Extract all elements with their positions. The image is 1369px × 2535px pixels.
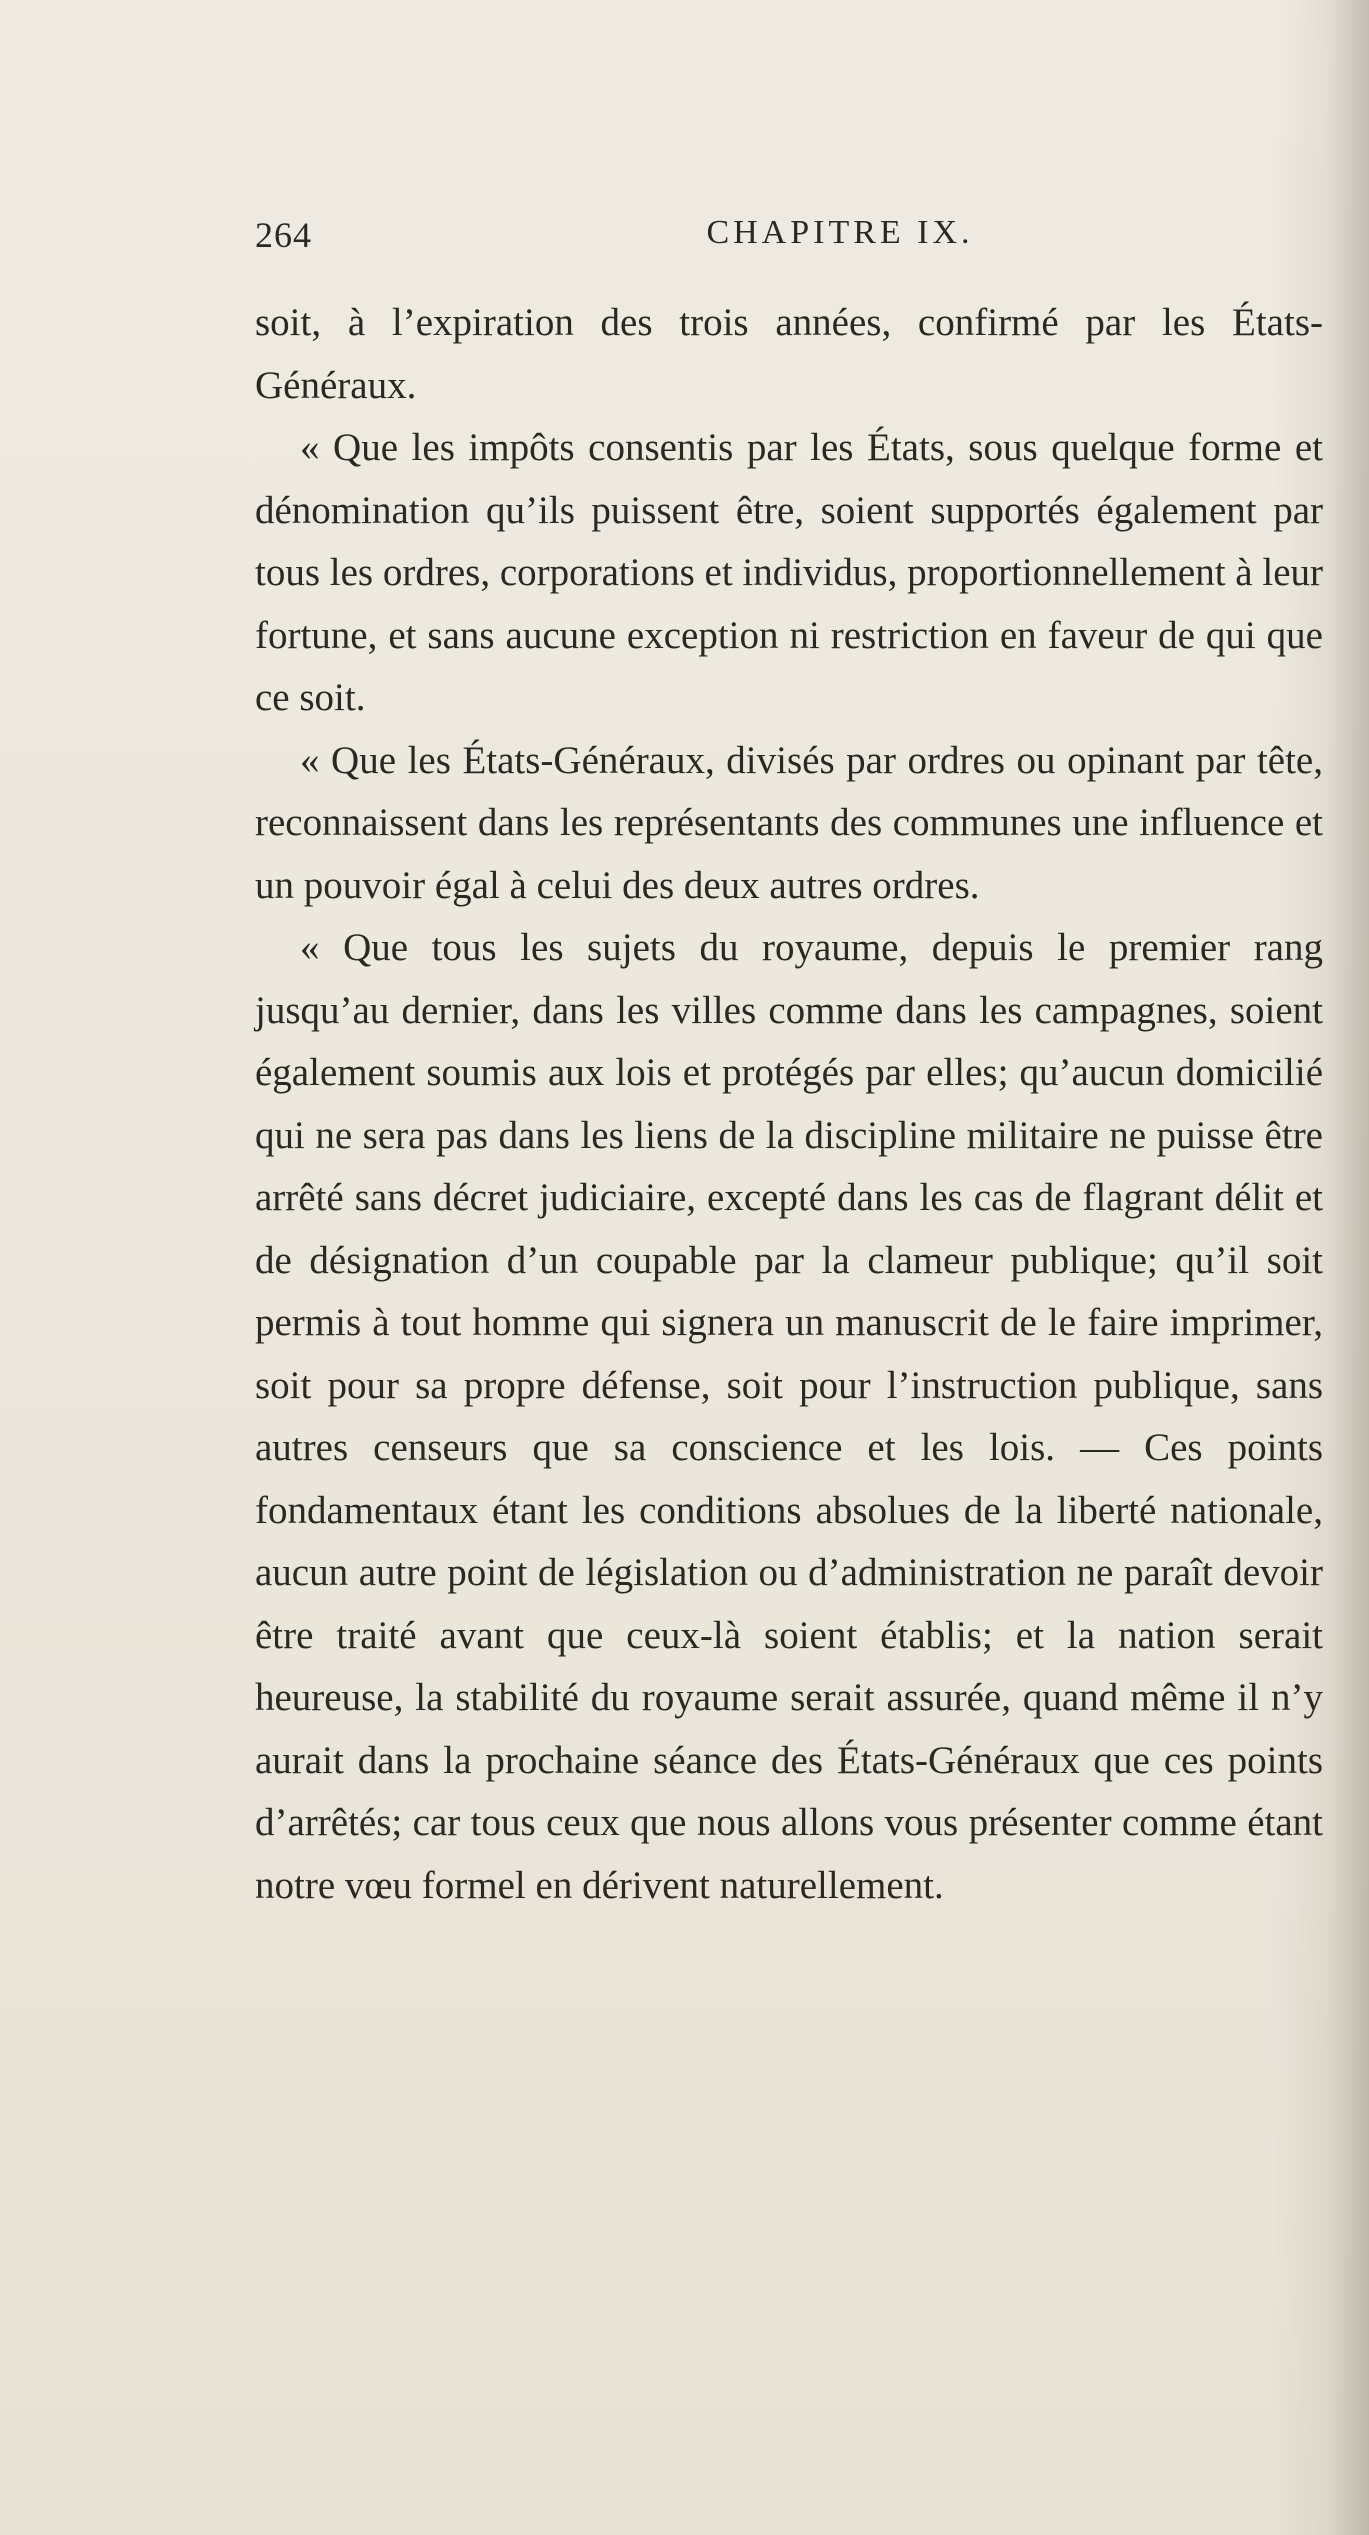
paragraph-sujets-du-royaume: « Que tous les sujets du royaume, depuis le premier rang jusqu’au dernier, dans les villes comme dans les campagnes, soient également soumis aux lois et protégés par elles; qu’aucun domicilié qui ne sera pas dans les liens de la discipline militaire ne puisse être arrêté sans décret judiciaire, excepté dans les cas de flagrant délit et de désignation d’un coupable par la clameur publique; qu’il soit permis à tout homme qui signera un manuscrit de le faire imprimer, soit pour sa propre défense, soit pour l’instruction publique, sans autres censeurs que sa conscience et les lois. — Ces points fondamentaux étant les conditions absolues de la liberté nationale, aucun autre point de législation ou d’administration ne paraît devoir être traité avant que ceux-là soient établis; et la nation serait heureuse, la stabilité du royaume serait assurée, quand même il n’y aurait dans la prochaine séance des États-Généraux que ces points d’arrêtés; car tous ceux que nous allons vous présenter comme étant notre vœu formel en dérivent naturellement. xyxy=(255,926,1323,1907)
paragraph-taxes: « Que les impôts consentis par les États, sous quelque forme et dénomination qu’ils puissent être, soient supportés également par tous les ordres, corporations et individus, proportionnellement à leur fortune, et sans aucune exception ni restriction en faveur de qui que ce soit. xyxy=(255,426,1323,719)
body-text xyxy=(255,292,1323,1917)
page-number: 264 xyxy=(255,215,312,255)
page-header xyxy=(255,214,1325,274)
paragraph-etats-generaux: « Que les États-Généraux, divisés par ordres ou opinant par tête, reconnaissent dans les représentants des communes une influence et un pouvoir égal à celui des deux autres ordres. xyxy=(255,738,1323,907)
paragraph-continuation: soit, à l’expiration des trois années, confirmé par les États-Généraux. xyxy=(255,301,1323,407)
running-head: CHAPITRE IX. xyxy=(706,214,974,251)
